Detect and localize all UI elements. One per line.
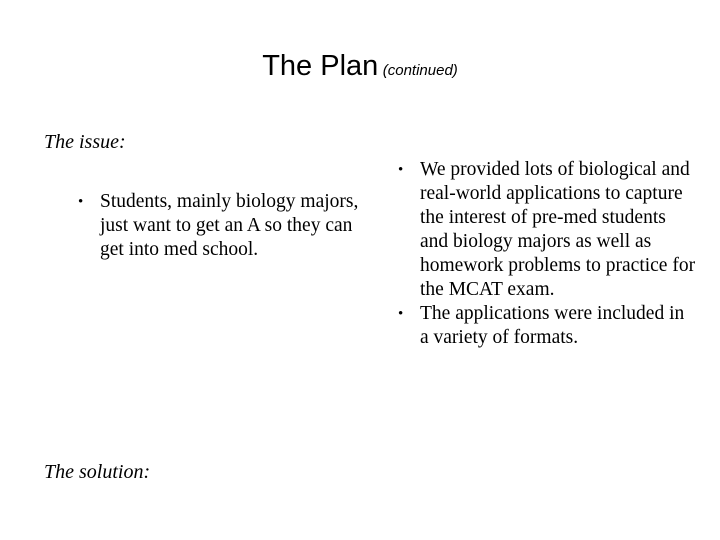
issue-heading: The issue: — [44, 131, 126, 153]
title-suffix: (continued) — [382, 62, 458, 79]
issue-bullet-list — [76, 190, 361, 262]
solution-bullet-text: We provided lots of biological and real-world applications to capture the interest of pre-med students and biology majors as well as homework problems to practice for the MCAT exam. — [420, 159, 696, 300]
bullet-icon: • — [398, 306, 404, 322]
solution-heading: The solution: — [44, 461, 151, 483]
issue-bullet-text: Students, mainly biology majors, just want to get an A so they can get into med school. — [100, 191, 359, 260]
solution-bullet-item — [396, 158, 696, 302]
solution-bullet-list — [396, 158, 696, 350]
bullet-icon: • — [78, 194, 84, 210]
slide-title — [0, 50, 720, 83]
solution-bullet-item — [396, 302, 696, 350]
title-main: The Plan — [262, 50, 379, 82]
solution-bullet-text: The applications were included in a variety of formats. — [420, 303, 685, 348]
issue-bullet-item — [76, 190, 361, 262]
bullet-icon: • — [398, 162, 404, 178]
